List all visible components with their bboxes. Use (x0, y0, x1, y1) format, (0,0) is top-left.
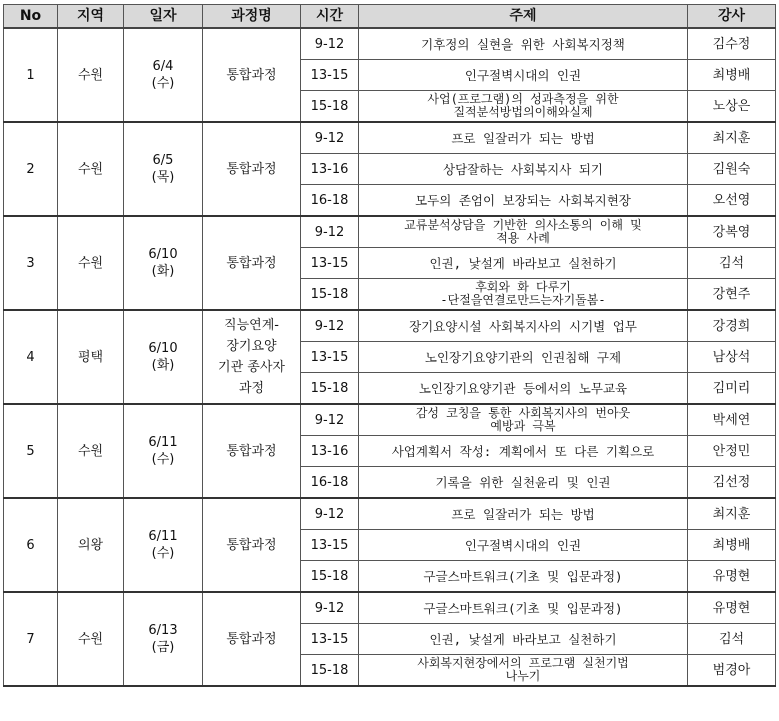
topic-line: 사업계획서 작성: 계획에서 또 다른 기획으로 (391, 443, 655, 459)
date-cell (124, 122, 203, 216)
time-cell: 15-18 (301, 91, 359, 123)
time-cell: 15-18 (301, 279, 359, 311)
topic-line: 모두의 존엄이 보장되는 사회복지현장 (415, 192, 631, 208)
region-cell: 수원 (58, 28, 124, 122)
time-cell: 9-12 (301, 28, 359, 60)
topic-cell (359, 624, 688, 655)
time-cell: 9-12 (301, 498, 359, 530)
date-value: 6/10 (148, 247, 178, 262)
region-cell: 수원 (58, 592, 124, 686)
lecturer-cell: 오선영 (688, 185, 776, 217)
topic-line: 사업(프로그램)의 성과측정을 위한 (427, 92, 619, 106)
date-cell (124, 498, 203, 592)
table-row (4, 404, 776, 436)
lecturer-cell: 강복영 (688, 216, 776, 248)
table-row (4, 592, 776, 624)
time-cell: 13-16 (301, 436, 359, 467)
time-cell: 9-12 (301, 122, 359, 154)
topic-cell (359, 154, 688, 185)
topic-line: 후회와 화 다루기 (475, 280, 571, 294)
time-cell: 9-12 (301, 310, 359, 342)
region-cell: 수원 (58, 122, 124, 216)
topic-cell (359, 91, 688, 123)
topic-line: 구글스마트워크(기초 및 입문과정) (423, 600, 623, 616)
topic-line: 예방과 극복 (490, 419, 556, 433)
course-name-line: 통합과정 (226, 255, 277, 271)
lecturer-cell: 남상석 (688, 342, 776, 373)
day-of-week: (수) (151, 546, 175, 561)
lecturer-cell: 강현주 (688, 279, 776, 311)
topic-cell (359, 373, 688, 405)
row-number: 4 (4, 310, 58, 404)
topic-line: 감성 코칭을 통한 사회복지사의 번아웃 (415, 406, 631, 420)
course-cell (203, 122, 301, 216)
lecturer-cell: 최병배 (688, 530, 776, 561)
topic-line: 기후정의 실현을 위한 사회복지정책 (421, 36, 625, 52)
course-name-line: 통합과정 (226, 161, 277, 177)
lecturer-cell: 최지훈 (688, 498, 776, 530)
header-date: 일자 (124, 5, 203, 29)
table-row (4, 216, 776, 248)
table-row (4, 310, 776, 342)
topic-cell (359, 530, 688, 561)
region-cell: 수원 (58, 404, 124, 498)
topic-line: 구글스마트워크(기초 및 입문과정) (423, 568, 623, 584)
topic-line: 상담잘하는 사회복지사 되기 (443, 161, 603, 177)
lecturer-cell: 김석 (688, 624, 776, 655)
region-cell: 평택 (58, 310, 124, 404)
course-name-line: 직능연계- (224, 318, 279, 333)
date-cell (124, 28, 203, 122)
topic-line: 인구절벽시대의 인권 (464, 67, 582, 83)
header-no: No (4, 5, 58, 29)
schedule-body (4, 28, 776, 686)
row-number: 3 (4, 216, 58, 310)
time-cell: 16-18 (301, 467, 359, 499)
row-number: 7 (4, 592, 58, 686)
topic-line: 사회복지현장에서의 프로그램 실천기법 (417, 656, 629, 670)
time-cell: 9-12 (301, 592, 359, 624)
topic-cell (359, 467, 688, 499)
table-row (4, 122, 776, 154)
region-cell: 수원 (58, 216, 124, 310)
header-time: 시간 (301, 5, 359, 29)
time-cell: 13-15 (301, 530, 359, 561)
lecturer-cell: 유명현 (688, 561, 776, 593)
date-cell (124, 310, 203, 404)
course-name-line: 장기요양 (226, 339, 277, 354)
time-cell: 15-18 (301, 373, 359, 405)
time-cell: 15-18 (301, 655, 359, 687)
time-cell: 13-15 (301, 624, 359, 655)
schedule-table (3, 4, 776, 687)
topic-line: 적용 사례 (496, 231, 550, 245)
table-row (4, 28, 776, 60)
topic-cell (359, 28, 688, 60)
topic-cell (359, 498, 688, 530)
topic-line: 기록을 위한 실천윤리 및 인권 (435, 474, 611, 490)
time-cell: 13-15 (301, 248, 359, 279)
topic-cell (359, 436, 688, 467)
header-lecturer: 강사 (688, 5, 776, 29)
topic-cell (359, 655, 688, 687)
day-of-week: (금) (151, 640, 175, 655)
date-value: 6/10 (148, 341, 178, 356)
lecturer-cell: 최병배 (688, 60, 776, 91)
date-cell (124, 592, 203, 686)
topic-cell (359, 561, 688, 593)
topic-line: 프로 일잘러가 되는 방법 (451, 130, 595, 146)
course-name-line: 통합과정 (226, 537, 277, 553)
header-region: 지역 (58, 5, 124, 29)
course-cell (203, 404, 301, 498)
topic-cell (359, 185, 688, 217)
lecturer-cell: 범경아 (688, 655, 776, 687)
lecturer-cell: 김수정 (688, 28, 776, 60)
row-number: 6 (4, 498, 58, 592)
time-cell: 13-16 (301, 154, 359, 185)
lecturer-cell: 안정민 (688, 436, 776, 467)
topic-cell (359, 592, 688, 624)
date-value: 6/5 (152, 153, 174, 168)
date-cell (124, 404, 203, 498)
table-row (4, 498, 776, 530)
day-of-week: (수) (151, 76, 175, 91)
row-number: 2 (4, 122, 58, 216)
header-row (4, 5, 776, 29)
date-value: 6/13 (148, 623, 178, 638)
topic-line: 프로 일잘러가 되는 방법 (451, 506, 595, 522)
course-cell (203, 216, 301, 310)
row-number: 5 (4, 404, 58, 498)
course-cell (203, 310, 301, 404)
day-of-week: (화) (151, 358, 175, 373)
region-cell: 의왕 (58, 498, 124, 592)
topic-cell (359, 216, 688, 248)
topic-cell (359, 248, 688, 279)
time-cell: 9-12 (301, 404, 359, 436)
topic-cell (359, 404, 688, 436)
topic-line: 인구절벽시대의 인권 (464, 537, 582, 553)
topic-line: 교류분석상담을 기반한 의사소통의 이해 및 (404, 218, 642, 232)
date-value: 6/11 (148, 529, 178, 544)
topic-line: 노인장기요양기관 등에서의 노무교육 (418, 380, 628, 396)
time-cell: 9-12 (301, 216, 359, 248)
topic-cell (359, 310, 688, 342)
lecturer-cell: 박세연 (688, 404, 776, 436)
topic-cell (359, 60, 688, 91)
header-topic: 주제 (359, 5, 688, 29)
lecturer-cell: 김미리 (688, 373, 776, 405)
lecturer-cell: 유명현 (688, 592, 776, 624)
time-cell: 13-15 (301, 60, 359, 91)
topic-line: 장기요양시설 사회복지사의 시기별 업무 (409, 318, 637, 334)
course-cell (203, 592, 301, 686)
row-number: 1 (4, 28, 58, 122)
course-name-line: 기관 종사자 (218, 360, 285, 375)
topic-line: 인권, 낯설게 바라보고 실천하기 (429, 631, 617, 647)
time-cell: 16-18 (301, 185, 359, 217)
lecturer-cell: 강경희 (688, 310, 776, 342)
lecturer-cell: 김선정 (688, 467, 776, 499)
date-value: 6/4 (152, 59, 174, 74)
topic-cell (359, 342, 688, 373)
lecturer-cell: 노상은 (688, 91, 776, 123)
topic-line: 질적분석방법의이해와실제 (453, 105, 593, 119)
course-cell (203, 28, 301, 122)
lecturer-cell: 최지훈 (688, 122, 776, 154)
day-of-week: (수) (151, 452, 175, 467)
day-of-week: (화) (151, 264, 175, 279)
day-of-week: (목) (151, 170, 175, 185)
date-cell (124, 216, 203, 310)
course-name-line: 통합과정 (226, 67, 277, 83)
course-name-line: 통합과정 (226, 631, 277, 647)
topic-line: 나누기 (505, 669, 541, 683)
time-cell: 15-18 (301, 561, 359, 593)
course-cell (203, 498, 301, 592)
course-name-line: 과정 (238, 381, 265, 396)
topic-cell (359, 279, 688, 311)
topic-line: -단절을연결로만드는자기돌봄- (440, 293, 606, 307)
date-value: 6/11 (148, 435, 178, 450)
lecturer-cell: 김원숙 (688, 154, 776, 185)
topic-line: 노인장기요양기관의 인권침해 구제 (424, 349, 622, 365)
topic-line: 인권, 낯설게 바라보고 실천하기 (429, 255, 617, 271)
time-cell: 13-15 (301, 342, 359, 373)
header-course: 과정명 (203, 5, 301, 29)
topic-cell (359, 122, 688, 154)
course-name-line: 통합과정 (226, 443, 277, 459)
lecturer-cell: 김석 (688, 248, 776, 279)
